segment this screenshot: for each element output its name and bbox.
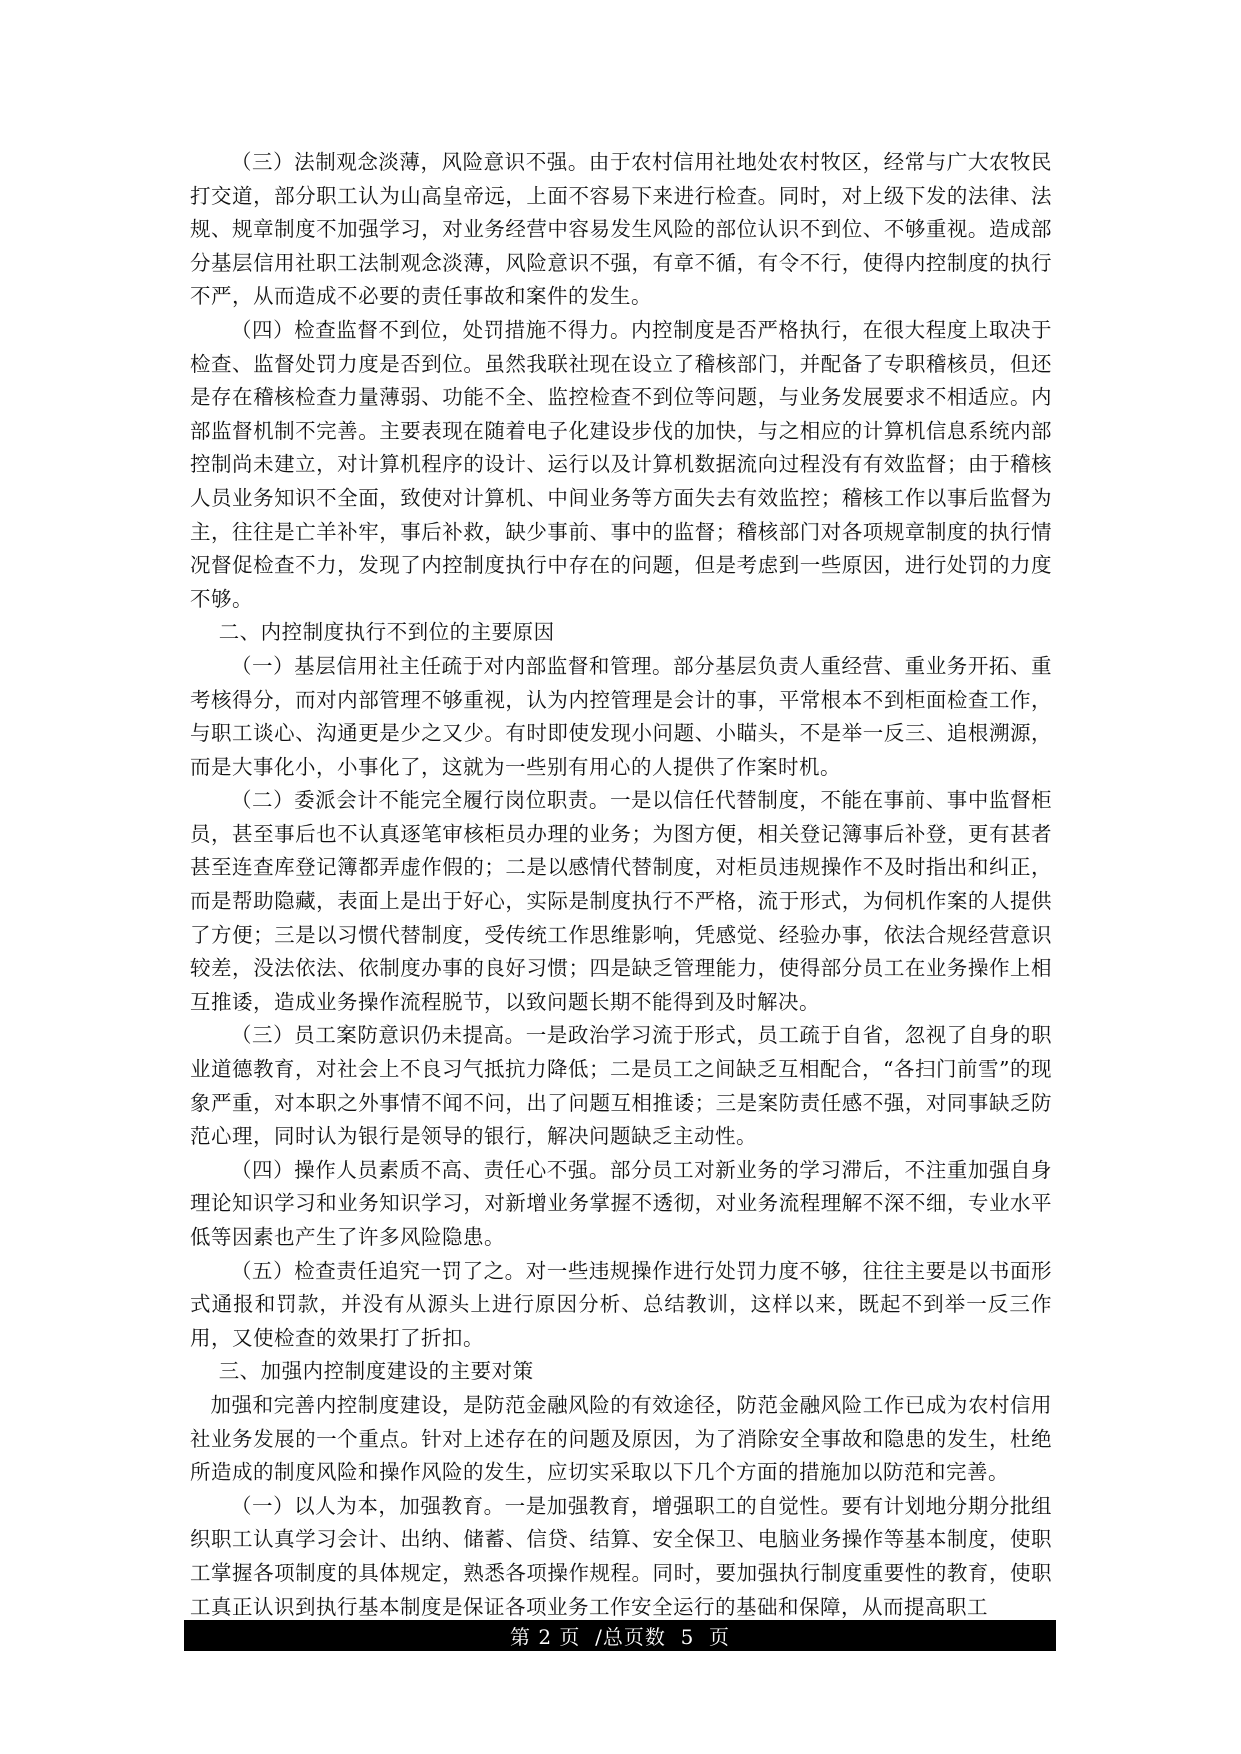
page-footer-bar (184, 1620, 1056, 1651)
paragraph-supervision: （四）检查监督不到位，处罚措施不得力。内控制度是否严格执行，在很大程度上取决于检查、监督处罚力度是否到位。虽然我联社现在设立了稽核部门，并配备了专职稽核员，但还是存在稽核检查力量薄弱、功能不全、监控检查不到位等问题，与业务发展要求不相适应。内部监督机制不完善。主要表现在随着电子化建设步伐的加快，与之相应的计算机信息系统内部控制尚未建立，对计算机程序的设计、运行以及计算机数据流向过程没有有效监督；由于稽核人员业务知识不全面，致使对计算机、中间业务等方面失去有效监控；稽核工作以事后监督为主，往往是亡羊补牢，事后补救，缺少事前、事中的监督；稽核部门对各项规章制度的执行情况督促检查不力，发现了内控制度执行中存在的问题，但是考虑到一些原因，进行处罚的力度不够。 (190, 317, 1052, 611)
paragraph-cause-1: （一）基层信用社主任疏于对内部监督和管理。部分基层负责人重经营、重业务开拓、重考核得分，而对内部管理不够重视，认为内控管理是会计的事，平常根本不到柜面检查工作，与职工谈心、沟通更是少之又少。有时即使发现小问题、小瞄头，不是举一反三、追根溯源，而是大事化小，小事化了，这就为一些别有用心的人提供了作案时机。 (190, 653, 1052, 779)
section-heading-3: 三、加强内控制度建设的主要对策 (218, 1359, 534, 1384)
page-number-label: 第 2 页 /总页数 5 页 (509, 1625, 731, 1649)
paragraph-countermeasure-1: （一）以人为本，加强教育。一是加强教育，增强职工的自觉性。要有计划地分期分批组织职工认真学习会计、出纳、储蓄、信贷、结算、安全保卫、电脑业务操作等基本制度，使职工掌握各项制度的具体规定，熟悉各项操作规程。同时，要加强执行制度重要性的教育，使职工真正认识到执行基本制度是保证各项业务工作安全运行的基础和保障，从而提高职工 (190, 1493, 1052, 1619)
paragraph-legal-awareness: （三）法制观念淡薄，风险意识不强。由于农村信用社地处农村牧区，经常与广大农牧民打交道，部分职工认为山高皇帝远，上面不容易下来进行检查。同时，对上级下发的法律、法规、规章制度不加强学习，对业务经营中容易发生风险的部位认识不到位、不够重视。造成部分基层信用社职工法制观念淡薄，风险意识不强，有章不循，有令不行，使得内控制度的执行不严，从而造成不必要的责任事故和案件的发生。 (190, 150, 1052, 309)
paragraph-cause-5: （五）检查责任追究一罚了之。对一些违规操作进行处罚力度不够，往往主要是以书面形式通报和罚款，并没有从源头上进行原因分析、总结教训，这样以来，既起不到举一反三作用，又使检查的效果打了折扣。 (190, 1258, 1052, 1350)
paragraph-countermeasures-intro: 加强和完善内控制度建设，是防范金融风险的有效途径，防范金融风险工作已成为农村信用社业务发展的一个重点。针对上述存在的问题及原因，为了消除安全事故和隐患的发生，杜绝所造成的制度风险和操作风险的发生，应切实采取以下几个方面的措施加以防范和完善。 (190, 1392, 1052, 1485)
paragraph-cause-3: （三）员工案防意识仍未提高。一是政治学习流于形式，员工疏于自省，忽视了自身的职业道德教育，对社会上不良习气抵抗力降低；二是员工之间缺乏互相配合，“各扫门前雪”的现象严重，对本职之外事情不闻不问，出了问题互相推诿；三是案防责任感不强，对同事缺乏防范心理，同时认为银行是领导的银行，解决问题缺乏主动性。 (190, 1023, 1052, 1149)
paragraph-cause-4: （四）操作人员素质不高、责任心不强。部分员工对新业务的学习滞后，不注重加强自身理论知识学习和业务知识学习，对新增业务掌握不透彻，对业务流程理解不深不细，专业水平低等因素也产生了许多风险隐患。 (190, 1157, 1052, 1249)
paragraph-cause-2: （二）委派会计不能完全履行岗位职责。一是以信任代替制度，不能在事前、事中监督柜员，甚至事后也不认真逐笔审核柜员办理的业务；为图方便，相关登记簿事后补登，更有甚者甚至连查库登记簿都弄虚作假的；二是以感情代替制度，对柜员违规操作不及时指出和纠正，而是帮助隐藏，表面上是出于好心，实际是制度执行不严格，流于形式，为伺机作案的人提供了方便；三是以习惯代替制度，受传统工作思维影响，凭感觉、经验办事，依法合规经营意识较差，没法依法、依制度办事的良好习惯；四是缺乏管理能力，使得部分员工在业务操作上相互推诿，造成业务操作流程脱节，以致问题长期不能得到及时解决。 (190, 788, 1052, 1014)
section-heading-2: 二、内控制度执行不到位的主要原因 (218, 620, 555, 645)
document-body (190, 146, 1052, 1624)
